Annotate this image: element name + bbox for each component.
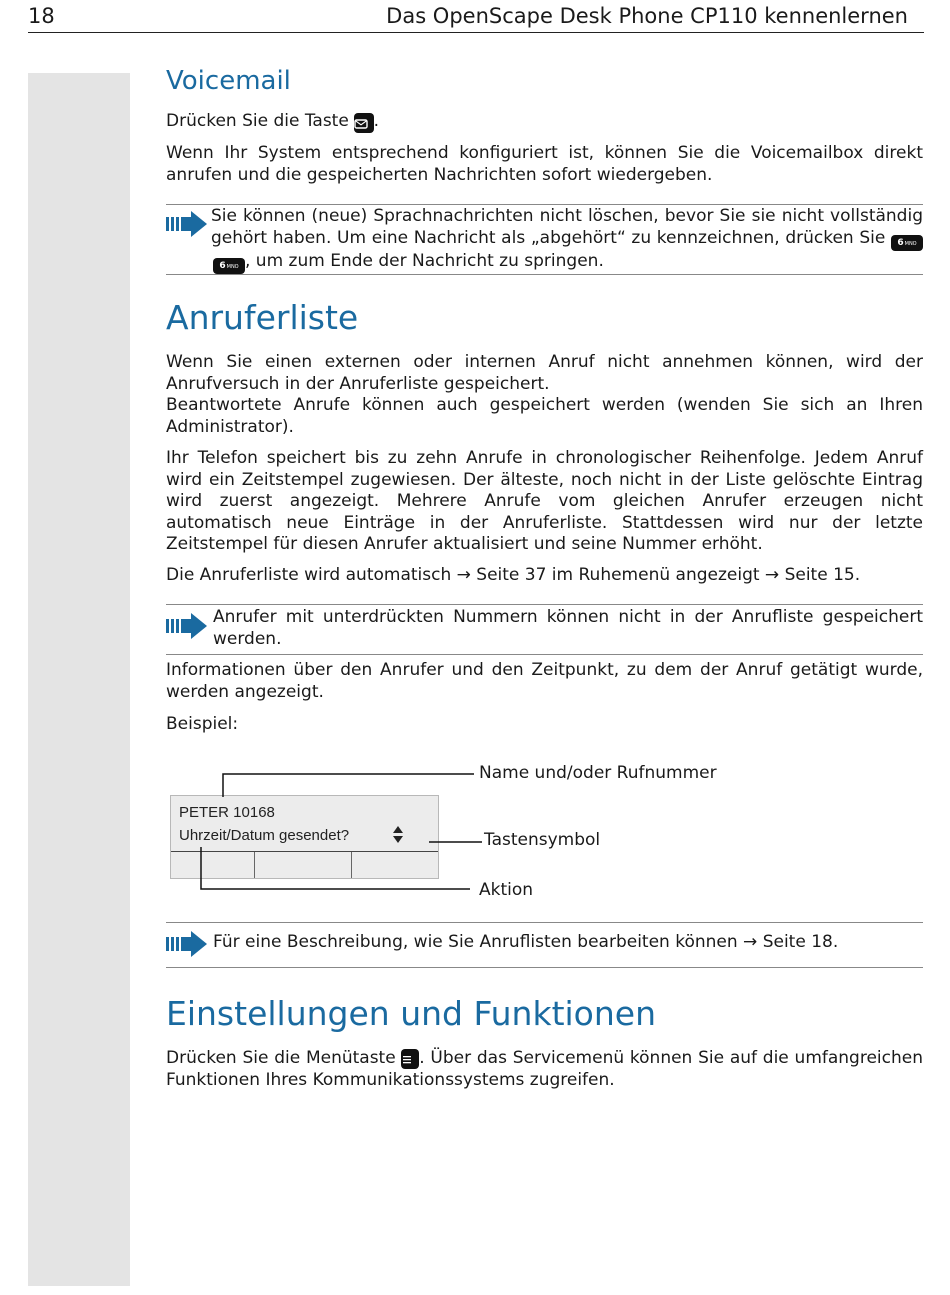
note-arrow-icon <box>166 931 208 962</box>
einstellungen-paragraph <box>166 1048 923 1091</box>
anruferliste-paragraph-2: Ihr Telefon speichert bis zu zehn Anrufe in chronologischer Reihenfolge. Jedem Anruf wird ein Zeitstempel zugewiesen. Der älteste, noch nicht in der Liste gelöschte Eintrag wird zuerst angezeigt. Mehrere Anrufe vom gleichen Anrufer erzeugen nicht automatisch neue Einträge in der Anruferliste. Stattdessen wird nur der letzte Zeitstempel für diesen Anrufer aktualisiert und seine Nummer erhöht. <box>166 448 923 554</box>
callout-tastensymbol: Tastensymbol <box>484 830 601 850</box>
voicemail-press-text: Drücken Sie die Taste <box>166 111 349 131</box>
anruferliste-note-text: Anrufer mit unterdrückten Nummern können nicht in der Anrufliste gespeichert werden. <box>213 607 923 649</box>
einstellungen-heading: Einstellungen und Funktionen <box>166 994 657 1033</box>
voicemail-heading: Voicemail <box>166 66 291 96</box>
voicemail-note-before: Sie können (neue) Sprachnachrichten nicht löschen, bevor Sie sie nicht vollständig gehört haben. Um eine Nachricht als „abgehört“ zu kennzeichnen, drücken Sie <box>211 206 923 248</box>
menu-lines-icon <box>401 1049 419 1069</box>
voicemail-paragraph: Wenn Ihr System entsprechend konfiguriert ist, können Sie die Voicemailbox direkt anrufen und die gespeicherten Nachrichten sofort wiedergeben. <box>166 143 923 185</box>
digit-6-key: 6MNO <box>213 258 245 274</box>
running-head: Das OpenScape Desk Phone CP110 kennenlernen <box>386 4 908 28</box>
example-label: Beispiel: <box>166 714 239 734</box>
callout-aktion: Aktion <box>479 880 534 900</box>
voicemail-press-period: . <box>373 111 380 131</box>
voicemail-note-after: , um zum Ende der Nachricht zu springen. <box>245 250 604 271</box>
einstellungen-press-text: Drücken Sie die Menütaste <box>166 1048 396 1068</box>
anruferliste-paragraph-1b: Beantwortete Anrufe können auch gespeichert werden (wenden Sie sich an Ihren Administrator). <box>166 395 923 437</box>
anruferliste-heading: Anruferliste <box>166 298 359 337</box>
callout-name: Name und/oder Rufnummer <box>479 763 717 783</box>
anruferliste-paragraph-1a: Wenn Sie einen externen oder internen Anruf nicht annehmen können, wird der Anrufversuch in der Anruferliste gespeichert. <box>166 352 923 394</box>
anruferliste-paragraph-4: Informationen über den Anrufer und den Zeitpunkt, zu dem der Anruf getätigt wurde, werden angezeigt. <box>166 660 923 702</box>
display-line-2: Uhrzeit/Datum gesendet? <box>179 827 350 844</box>
display-line-1: PETER 10168 <box>179 804 275 821</box>
anruferliste-paragraph-3: Die Anruferliste wird automatisch → Seite 37 im Ruhemenü angezeigt → Seite 15. <box>166 565 861 585</box>
anruflisten-note <box>166 922 923 968</box>
digit-6-key: 6MNO <box>891 235 923 251</box>
anruflisten-note-text: Für eine Beschreibung, wie Sie Anruflisten bearbeiten können → Seite 18. <box>213 932 839 952</box>
einstellungen-press-after: . Über das Servicemenü können Sie auf die umfangreichen Funktionen Ihres Kommunikationssystems zugreifen. <box>166 1048 923 1090</box>
page-number: 18 <box>28 4 55 28</box>
